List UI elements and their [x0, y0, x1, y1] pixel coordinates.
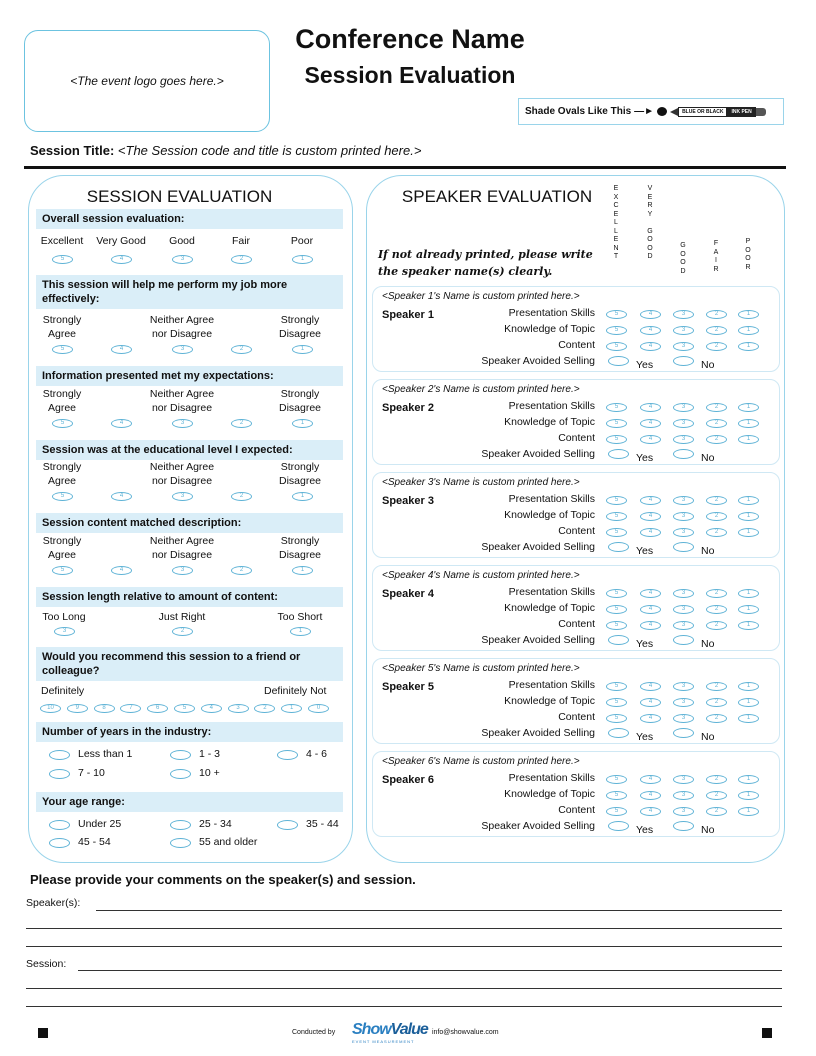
criterion-label: Content: [558, 432, 595, 444]
rating-oval[interactable]: 2: [706, 775, 727, 784]
rating-oval[interactable]: 1: [738, 605, 759, 614]
shade-instruction-box: [518, 98, 784, 125]
length-label: Just Right: [158, 611, 206, 623]
no-label: No: [701, 359, 715, 371]
session-title-label: Session Title:: [30, 143, 115, 158]
rating-column-header: V E R Y G O O D: [647, 185, 653, 260]
pen-icon: [670, 107, 766, 117]
rating-oval[interactable]: 2: [706, 326, 727, 335]
rating-oval[interactable]: 5: [606, 512, 627, 521]
rating-oval[interactable]: 1: [738, 528, 759, 537]
brand-sub: EVENT MEASUREMENT: [352, 1039, 415, 1044]
rating-column-header: E X C E L L E N T: [613, 185, 619, 260]
rating-oval[interactable]: 3: [673, 419, 694, 428]
rating-oval[interactable]: 5: [52, 345, 73, 354]
rating-oval[interactable]: 1: [292, 255, 313, 264]
agree-label: Strongly Disagree: [278, 314, 322, 340]
rating-oval[interactable]: 5: [606, 342, 627, 351]
rating-oval[interactable]: 4: [640, 807, 661, 816]
speaker-evaluation-heading: SPEAKER EVALUATION: [401, 187, 593, 206]
no-oval[interactable]: [673, 821, 694, 831]
rating-oval[interactable]: 4: [111, 345, 132, 354]
rating-oval[interactable]: 3: [673, 714, 694, 723]
agree-label: Strongly Agree: [42, 535, 82, 561]
rating-oval[interactable]: 3: [54, 627, 75, 636]
rating-oval[interactable]: 5: [606, 326, 627, 335]
criterion-label: Speaker Avoided Selling: [481, 634, 595, 646]
rating-oval[interactable]: 3: [673, 589, 694, 598]
speaker-label: Speaker 5: [382, 681, 434, 693]
speaker-name-placeholder: <Speaker 5's Name is custom printed here.>: [382, 663, 580, 674]
yes-label: Yes: [636, 452, 654, 464]
agree-label: Strongly Agree: [42, 461, 82, 487]
comments-speakers-label: Speaker(s):: [26, 897, 81, 909]
yes-oval[interactable]: [608, 542, 629, 552]
rating-oval[interactable]: 3: [172, 492, 193, 501]
agree-label: Strongly Disagree: [278, 388, 322, 414]
no-label: No: [701, 638, 715, 650]
contact-email: info@showvalue.com: [432, 1029, 499, 1036]
speaker-name-placeholder: <Speaker 4's Name is custom printed here.>: [382, 570, 580, 581]
rating-oval[interactable]: 2: [706, 589, 727, 598]
criterion-label: Speaker Avoided Selling: [481, 820, 595, 832]
criterion-label: Content: [558, 711, 595, 723]
criterion-label: Presentation Skills: [508, 307, 595, 319]
pen-label-2: INK PEN: [727, 107, 755, 117]
rating-oval[interactable]: 5: [606, 496, 627, 505]
choice-oval[interactable]: [170, 750, 191, 760]
registration-mark: [38, 1028, 48, 1038]
years-option-label: 7 - 10: [78, 767, 105, 779]
rating-oval[interactable]: 4: [640, 791, 661, 800]
no-label: No: [701, 545, 715, 557]
rating-oval[interactable]: 3: [673, 342, 694, 351]
rating-column-header: G O O D: [680, 242, 686, 275]
rating-oval[interactable]: 4: [201, 704, 222, 713]
rating-oval[interactable]: 2: [706, 528, 727, 537]
criterion-label: Knowledge of Topic: [504, 323, 595, 335]
yes-oval[interactable]: [608, 821, 629, 831]
rating-oval[interactable]: 5: [606, 605, 627, 614]
rating-oval[interactable]: 3: [673, 528, 694, 537]
age-option-label: 45 - 54: [78, 836, 111, 848]
rating-oval[interactable]: 2: [172, 627, 193, 636]
yes-oval[interactable]: [608, 635, 629, 645]
rating-oval[interactable]: 4: [640, 605, 661, 614]
comment-line[interactable]: [26, 988, 782, 989]
age-option-label: 25 - 34: [199, 818, 232, 830]
level-question: Session was at the educational level I expected:: [36, 440, 343, 460]
rating-oval[interactable]: 1: [292, 419, 313, 428]
choice-oval[interactable]: [49, 838, 70, 848]
yes-label: Yes: [636, 359, 654, 371]
overall-label: Excellent: [40, 235, 84, 247]
comment-line[interactable]: [26, 946, 782, 947]
criterion-label: Speaker Avoided Selling: [481, 541, 595, 553]
agree-label: Neither Agree nor Disagree: [149, 461, 215, 487]
rating-oval[interactable]: 2: [231, 345, 252, 354]
speaker-label: Speaker 2: [382, 402, 434, 414]
recommend-right-label: Definitely Not: [264, 685, 327, 697]
rating-oval[interactable]: 2: [706, 435, 727, 444]
agree-label: Strongly Disagree: [278, 461, 322, 487]
rating-oval[interactable]: 1: [290, 627, 311, 636]
session-title-line: [30, 143, 421, 158]
rating-oval[interactable]: 3: [673, 621, 694, 630]
rating-oval[interactable]: 4: [111, 566, 132, 575]
rating-oval[interactable]: 2: [231, 492, 252, 501]
agree-label: Neither Agree nor Disagree: [149, 314, 215, 340]
recommend-left-label: Definitely: [41, 685, 85, 697]
rating-oval[interactable]: 4: [640, 621, 661, 630]
rating-oval[interactable]: 3: [673, 791, 694, 800]
criterion-label: Content: [558, 804, 595, 816]
rating-oval[interactable]: 2: [706, 512, 727, 521]
rating-oval[interactable]: 5: [606, 807, 627, 816]
rating-oval[interactable]: 2: [706, 698, 727, 707]
content-question: Session content matched description:: [36, 513, 343, 533]
shade-text: Shade Ovals Like This: [525, 106, 632, 117]
comment-line[interactable]: [96, 910, 782, 911]
conference-name: Conference Name: [295, 24, 525, 54]
rating-oval[interactable]: 5: [606, 419, 627, 428]
rating-oval[interactable]: 7: [120, 704, 141, 713]
rating-oval[interactable]: 4: [640, 512, 661, 521]
session-evaluation-heading: SESSION EVALUATION: [86, 187, 273, 206]
rating-oval[interactable]: 1: [292, 566, 313, 575]
rating-oval[interactable]: 4: [111, 255, 132, 264]
rating-oval[interactable]: 1: [738, 714, 759, 723]
rating-oval[interactable]: 2: [706, 310, 727, 319]
age-question: Your age range:: [36, 792, 343, 812]
criterion-label: Speaker Avoided Selling: [481, 448, 595, 460]
rating-oval[interactable]: 1: [738, 310, 759, 319]
conducted-by-label: Conducted by: [292, 1029, 336, 1036]
years-option-label: Less than 1: [78, 748, 133, 760]
yes-oval[interactable]: [608, 356, 629, 366]
no-oval[interactable]: [673, 635, 694, 645]
rating-oval[interactable]: 1: [738, 791, 759, 800]
rating-oval[interactable]: 1: [281, 704, 302, 713]
rating-oval[interactable]: 5: [606, 682, 627, 691]
rating-oval[interactable]: 5: [174, 704, 195, 713]
age-option-label: Under 25: [78, 818, 122, 830]
no-oval[interactable]: [673, 542, 694, 552]
criterion-label: Content: [558, 525, 595, 537]
rating-oval[interactable]: 1: [292, 492, 313, 501]
criterion-label: Knowledge of Topic: [504, 416, 595, 428]
rating-oval[interactable]: 2: [706, 621, 727, 630]
rating-oval[interactable]: 5: [52, 419, 73, 428]
years-option-label: 4 - 6: [306, 748, 328, 760]
rating-oval[interactable]: 3: [673, 435, 694, 444]
overall-label: Good: [169, 235, 195, 247]
choice-oval[interactable]: [277, 750, 298, 760]
comment-line[interactable]: [78, 970, 782, 971]
rating-oval[interactable]: 4: [640, 496, 661, 505]
rating-oval[interactable]: 1: [738, 807, 759, 816]
no-oval[interactable]: [673, 356, 694, 366]
filled-oval-icon: [657, 107, 667, 116]
registration-mark: [762, 1028, 772, 1038]
agree-label: Strongly Disagree: [278, 535, 322, 561]
yes-label: Yes: [636, 638, 654, 650]
rating-oval[interactable]: 5: [606, 403, 627, 412]
comment-line[interactable]: [26, 1006, 782, 1007]
yes-label: Yes: [636, 545, 654, 557]
length-label: Too Short: [277, 611, 323, 623]
no-label: No: [701, 824, 715, 836]
rating-oval[interactable]: 3: [673, 807, 694, 816]
brand-show: Show: [352, 1021, 391, 1038]
criterion-label: Presentation Skills: [508, 493, 595, 505]
rating-oval[interactable]: 5: [606, 791, 627, 800]
no-label: No: [701, 731, 715, 743]
speaker-name-placeholder: <Speaker 3's Name is custom printed here.>: [382, 477, 580, 488]
no-oval[interactable]: [673, 728, 694, 738]
session-title-placeholder: <The Session code and title is custom printed here.>: [117, 143, 422, 158]
rating-oval[interactable]: 2: [706, 682, 727, 691]
rating-oval[interactable]: 4: [640, 698, 661, 707]
speaker-name-placeholder: <Speaker 2's Name is custom printed here.>: [382, 384, 580, 395]
rating-oval[interactable]: 0: [308, 704, 329, 713]
rating-oval[interactable]: 2: [706, 605, 727, 614]
rating-oval[interactable]: 4: [640, 589, 661, 598]
rating-oval[interactable]: 2: [706, 403, 727, 412]
rating-oval[interactable]: 5: [606, 698, 627, 707]
rating-oval[interactable]: 3: [673, 682, 694, 691]
rating-oval[interactable]: 1: [738, 682, 759, 691]
event-logo-placeholder: [24, 30, 270, 132]
rating-oval[interactable]: 1: [738, 435, 759, 444]
rating-oval[interactable]: 2: [706, 714, 727, 723]
header-divider: [24, 166, 786, 169]
rating-oval[interactable]: 2: [706, 419, 727, 428]
expectations-question: Information presented met my expectations:: [36, 366, 343, 386]
rating-oval[interactable]: 3: [673, 310, 694, 319]
choice-oval[interactable]: [49, 750, 70, 760]
criterion-label: Presentation Skills: [508, 400, 595, 412]
rating-column-header: F A I R: [713, 240, 719, 273]
rating-oval[interactable]: 1: [738, 698, 759, 707]
rating-column-header: P O O R: [745, 238, 751, 271]
overall-label: Fair: [231, 235, 251, 247]
yes-label: Yes: [636, 731, 654, 743]
logo-placeholder-text: <The event logo goes here.>: [70, 74, 224, 88]
rating-oval[interactable]: 2: [706, 807, 727, 816]
choice-oval[interactable]: [170, 769, 191, 779]
no-label: No: [701, 452, 715, 464]
rating-oval[interactable]: 2: [254, 704, 275, 713]
rating-oval[interactable]: 1: [738, 496, 759, 505]
speaker-label: Speaker 4: [382, 588, 434, 600]
rating-oval[interactable]: 3: [673, 403, 694, 412]
speaker-instructions: If not already printed, please write the speaker name(s) clearly.: [378, 248, 593, 278]
criterion-label: Speaker Avoided Selling: [481, 355, 595, 367]
rating-oval[interactable]: 5: [606, 435, 627, 444]
rating-oval[interactable]: 1: [292, 345, 313, 354]
choice-oval[interactable]: [170, 820, 191, 830]
pen-label-1: BLUE OR BLACK: [678, 107, 727, 117]
brand-value: Value: [390, 1021, 428, 1038]
rating-oval[interactable]: 4: [640, 310, 661, 319]
rating-oval[interactable]: 4: [640, 714, 661, 723]
rating-oval[interactable]: 9: [67, 704, 88, 713]
rating-oval[interactable]: 1: [738, 775, 759, 784]
age-option-label: 55 and older: [199, 836, 258, 848]
rating-oval[interactable]: 2: [231, 419, 252, 428]
rating-oval[interactable]: 10: [40, 704, 61, 713]
yes-oval[interactable]: [608, 728, 629, 738]
comments-heading: Please provide your comments on the speaker(s) and session.: [30, 872, 416, 887]
rating-oval[interactable]: 4: [640, 435, 661, 444]
agree-label: Strongly Agree: [42, 314, 82, 340]
criterion-label: Knowledge of Topic: [504, 788, 595, 800]
rating-oval[interactable]: 3: [172, 566, 193, 575]
rating-oval[interactable]: 4: [640, 326, 661, 335]
rating-oval[interactable]: 4: [640, 342, 661, 351]
age-option-label: 35 - 44: [306, 818, 339, 830]
criterion-label: Content: [558, 618, 595, 630]
rating-oval[interactable]: 1: [738, 403, 759, 412]
criterion-label: Knowledge of Topic: [504, 602, 595, 614]
length-label: Too Long: [42, 611, 86, 623]
choice-oval[interactable]: [277, 820, 298, 830]
rating-oval[interactable]: 3: [673, 512, 694, 521]
rating-oval[interactable]: 5: [606, 589, 627, 598]
criterion-label: Content: [558, 339, 595, 351]
years-question: Number of years in the industry:: [36, 722, 343, 742]
rating-oval[interactable]: 4: [640, 419, 661, 428]
choice-oval[interactable]: [49, 820, 70, 830]
speaker-name-placeholder: <Speaker 6's Name is custom printed here.>: [382, 756, 580, 767]
yes-oval[interactable]: [608, 449, 629, 459]
rating-oval[interactable]: 5: [606, 528, 627, 537]
recommend-question: Would you recommend this session to a friend or colleague?: [36, 647, 343, 681]
arrow-icon: —►: [634, 106, 655, 117]
rating-oval[interactable]: 5: [52, 255, 73, 264]
rating-oval[interactable]: 6: [147, 704, 168, 713]
overall-question: Overall session evaluation:: [36, 209, 343, 229]
rating-oval[interactable]: 1: [738, 326, 759, 335]
rating-oval[interactable]: 5: [52, 492, 73, 501]
comments-session-label: Session:: [26, 958, 67, 970]
speaker-label: Speaker 6: [382, 774, 434, 786]
rating-oval[interactable]: 5: [606, 621, 627, 630]
rating-oval[interactable]: 3: [172, 255, 193, 264]
rating-oval[interactable]: 4: [640, 528, 661, 537]
rating-oval[interactable]: 1: [738, 419, 759, 428]
rating-oval[interactable]: 5: [606, 714, 627, 723]
choice-oval[interactable]: [49, 769, 70, 779]
rating-oval[interactable]: 1: [738, 512, 759, 521]
criterion-label: Presentation Skills: [508, 679, 595, 691]
criterion-label: Knowledge of Topic: [504, 695, 595, 707]
rating-oval[interactable]: 3: [673, 775, 694, 784]
rating-oval[interactable]: 3: [673, 326, 694, 335]
criterion-label: Knowledge of Topic: [504, 509, 595, 521]
years-option-label: 10 +: [199, 767, 220, 779]
rating-oval[interactable]: 4: [111, 419, 132, 428]
rating-oval[interactable]: 3: [673, 698, 694, 707]
rating-oval[interactable]: 5: [606, 775, 627, 784]
yes-label: Yes: [636, 824, 654, 836]
rating-oval[interactable]: 1: [738, 621, 759, 630]
speaker-label: Speaker 3: [382, 495, 434, 507]
length-question: Session length relative to amount of content:: [36, 587, 343, 607]
agree-label: Neither Agree nor Disagree: [149, 388, 215, 414]
form-title: Session Evaluation: [304, 62, 516, 88]
rating-oval[interactable]: 5: [52, 566, 73, 575]
rating-oval[interactable]: 3: [172, 419, 193, 428]
rating-oval[interactable]: 4: [111, 492, 132, 501]
rating-oval[interactable]: 2: [706, 342, 727, 351]
showvalue-logo: [352, 1021, 428, 1044]
rating-oval[interactable]: 2: [231, 255, 252, 264]
rating-oval[interactable]: 3: [673, 496, 694, 505]
rating-oval[interactable]: 4: [640, 682, 661, 691]
rating-oval[interactable]: 2: [231, 566, 252, 575]
rating-oval[interactable]: 1: [738, 342, 759, 351]
rating-oval[interactable]: 1: [738, 589, 759, 598]
no-oval[interactable]: [673, 449, 694, 459]
choice-oval[interactable]: [170, 838, 191, 848]
rating-oval[interactable]: 3: [673, 605, 694, 614]
job-question: This session will help me perform my job more effectively:: [36, 275, 343, 309]
overall-label: Poor: [290, 235, 314, 247]
overall-label: Very Good: [96, 235, 146, 247]
rating-oval[interactable]: 4: [640, 775, 661, 784]
agree-label: Neither Agree nor Disagree: [149, 535, 215, 561]
comment-line[interactable]: [26, 928, 782, 929]
agree-label: Strongly Agree: [42, 388, 82, 414]
speaker-name-placeholder: <Speaker 1's Name is custom printed here.>: [382, 291, 580, 302]
rating-oval[interactable]: 3: [228, 704, 249, 713]
criterion-label: Speaker Avoided Selling: [481, 727, 595, 739]
rating-oval[interactable]: 5: [606, 310, 627, 319]
criterion-label: Presentation Skills: [508, 772, 595, 784]
speaker-label: Speaker 1: [382, 309, 434, 321]
criterion-label: Presentation Skills: [508, 586, 595, 598]
rating-oval[interactable]: 8: [94, 704, 115, 713]
rating-oval[interactable]: 2: [706, 791, 727, 800]
rating-oval[interactable]: 2: [706, 496, 727, 505]
rating-oval[interactable]: 4: [640, 403, 661, 412]
rating-oval[interactable]: 3: [172, 345, 193, 354]
years-option-label: 1 - 3: [199, 748, 221, 760]
